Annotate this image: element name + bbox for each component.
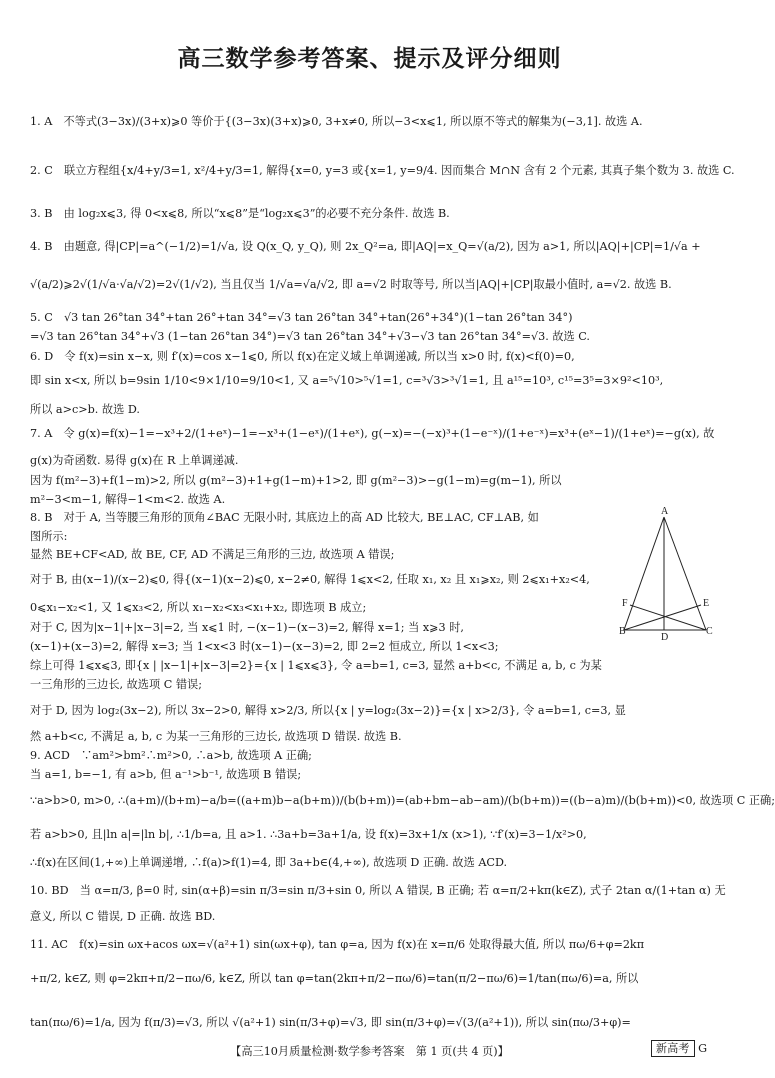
answer-line: m²−3<m−1, 解得−1<m<2. 故选 A.: [30, 493, 226, 506]
label-a: A: [661, 506, 669, 517]
triangle-figure: [619, 505, 713, 643]
answer-line: 8. B 对于 A, 当等腰三角形的顶角∠BAC 无限小时, 其底边上的高 AD 比较大, BE⊥AC, CF⊥AB, 如: [30, 511, 539, 524]
label-b: B: [619, 626, 626, 637]
answer-line: tan(πω/6)=1/a, 因为 f(π/3)=√3, 所以 √(a²+1) sin(π/3+φ)=√3, 即 sin(π/3+φ)=√(3/(a²+1)), 所以 sin(πω/3+φ)=: [30, 1016, 631, 1029]
side-ac: [664, 517, 706, 630]
answer-line: 3. B 由 log₂x⩽3, 得 0<x⩽8, 所以“x⩽8”是“log₂x⩽3”的必要不充分条件. 故选 B.: [30, 207, 450, 220]
answer-line: √(a/2)⩾2√(1/√a·√a/√2)=2√(1/√2), 当且仅当 1/√a=√a/√2, 即 a=√2 时取等号, 所以当|AQ|+|CP|取最小值时, a=√2. 故选 B.: [30, 278, 672, 291]
answer-line: 然 a+b<c, 不满足 a, b, c 为某一三角形的三边长, 故选项 D 错误. 故选 B.: [30, 730, 402, 743]
answer-line: 图所示:: [30, 530, 68, 543]
side-ab: [624, 517, 664, 630]
answer-line: 即 sin x<x, 所以 b=9sin 1/10<9×1/10=9/10<1, 又 a=⁵√10>⁵√1=1, c=³√3>³√1=1, 且 a¹⁵=10³, c¹⁵=3⁵=3×9²<10³,: [30, 374, 664, 387]
edition-box: 新高考: [651, 1040, 695, 1057]
answer-line: 一三角形的三边长, 故选项 C 错误;: [30, 678, 202, 691]
label-e: E: [703, 598, 710, 609]
edition-letter: G: [698, 1042, 707, 1055]
answer-line: 6. D 令 f(x)=sin x−x, 则 f′(x)=cos x−1⩽0, 所以 f(x)在定义域上单调递减, 所以当 x>0 时, f(x)<f(0)=0,: [30, 350, 575, 363]
answer-line: 2. C 联立方程组{x/4+y/3=1, x²/4+y/3=1, 解得{x=0, y=3 或{x=1, y=9/4. 因而集合 M∩N 含有 2 个元素, 其真子集个数为 3. 故选 C.: [30, 164, 735, 177]
answer-line: g(x)为奇函数. 易得 g(x)在 R 上单调递减.: [30, 454, 239, 467]
answer-line: 0⩽x₁−x₂<1, 又 1⩽x₃<2, 所以 x₁−x₂<x₃<x₁+x₂, 即选项 B 成立;: [30, 601, 367, 614]
answer-line: ∵a>b>0, m>0, ∴(a+m)/(b+m)−a/b=((a+m)b−a(b+m))/(b(b+m))=(ab+bm−ab−am)/(b(b+m))=((b−a)m)/(b(b+m))<0, 故选项 C 正确;: [30, 794, 775, 807]
answer-line: 对于 D, 因为 log₂(3x−2), 所以 3x−2>0, 解得 x>2/3, 所以{x | y=log₂(3x−2)}={x | x>2/3}, 令 a=b=1, c=3, 显: [30, 704, 626, 717]
answer-line: 因为 f(m²−3)+f(1−m)>2, 所以 g(m²−3)+1+g(1−m)+1>2, 即 g(m²−3)>−g(1−m)=g(m−1), 所以: [30, 474, 562, 487]
answer-line: 1. A 不等式(3−3x)/(3+x)⩾0 等价于{(3−3x)(3+x)⩾0, 3+x≠0, 所以−3<x⩽1, 所以原不等式的解集为(−3,1]. 故选 A.: [30, 115, 643, 128]
page-title: 高三数学参考答案、提示及评分细则: [177, 46, 562, 72]
answer-line: 显然 BE+CF<AD, 故 BE, CF, AD 不满足三角形的三边, 故选项 A 错误;: [30, 548, 395, 561]
answer-line: 9. ACD ∵am²>bm²∴m²>0, ∴a>b, 故选项 A 正确;: [30, 749, 312, 762]
answer-line: 4. B 由题意, 得|CP|=a^(−1/2)=1/√a, 设 Q(x_Q, y_Q), 则 2x_Q²=a, 即|AQ|=x_Q=√(a/2), 因为 a>1, 所以|AQ|+|CP|=1/√a +: [30, 240, 701, 253]
altitude-be: [624, 605, 701, 630]
label-d: D: [661, 632, 669, 643]
answer-line: 综上可得 1⩽x⩽3, 即{x | |x−1|+|x−3|=2}={x | 1⩽x⩽3}, 令 a=b=1, c=3, 显然 a+b<c, 不满足 a, b, c 为某: [30, 659, 602, 672]
altitude-cf: [630, 605, 706, 630]
label-c: C: [706, 626, 713, 637]
answer-line: 若 a>b>0, 且|ln a|=|ln b|, ∴1/b=a, 且 a>1. ∴3a+b=3a+1/a, 设 f(x)=3x+1/x (x>1), ∵f′(x)=3−1/x²>0,: [30, 828, 587, 841]
answer-line: (x−1)+(x−3)=2, 解得 x=3; 当 1<x<3 时(x−1)−(x−3)=2, 即 2=2 恒成立, 所以 1<x<3;: [30, 640, 499, 653]
edition-tag: [651, 1040, 707, 1056]
answer-line: ∴f(x)在区间(1,+∞)上单调递增, ∴f(a)>f(1)=4, 即 3a+b∈(4,+∞), 故选项 D 正确. 故选 ACD.: [30, 856, 508, 869]
answer-line: 所以 a>c>b. 故选 D.: [30, 403, 140, 416]
answer-line: 当 a=1, b=−1, 有 a>b, 但 a⁻¹>b⁻¹, 故选项 B 错误;: [30, 768, 302, 781]
page-footer: 【高三10月质量检测·数学参考答案 第 1 页(共 4 页)】: [230, 1045, 509, 1058]
answer-line: 10. BD 当 α=π/3, β=0 时, sin(α+β)=sin π/3=sin π/3+sin 0, 所以 A 错误, B 正确; 若 α=π/2+kπ(k∈Z), 式子 2tan α/(1+tan α) 无: [30, 884, 726, 897]
answer-line: 对于 B, 由(x−1)/(x−2)⩽0, 得{(x−1)(x−2)⩽0, x−2≠0, 解得 1⩽x<2, 任取 x₁, x₂ 且 x₁⩾x₂, 则 2⩽x₁+x₂<4,: [30, 573, 590, 586]
answer-line: +π/2, k∈Z, 则 φ=2kπ+π/2−πω/6, k∈Z, 所以 tan φ=tan(2kπ+π/2−πω/6)=tan(π/2−πω/6)=1/tan(πω/6)=a, 所以: [30, 972, 639, 985]
answer-line: =√3 tan 26°tan 34°+√3 (1−tan 26°tan 34°)=√3 tan 26°tan 34°+√3−√3 tan 26°tan 34°=√3. 故选 C.: [30, 330, 590, 343]
answer-line: 对于 C, 因为|x−1|+|x−3|=2, 当 x⩽1 时, −(x−1)−(x−3)=2, 解得 x=1; 当 x⩾3 时,: [30, 621, 464, 634]
answer-line: 5. C √3 tan 26°tan 34°+tan 26°+tan 34°=√3 tan 26°tan 34°+tan(26°+34°)(1−tan 26°tan 34°): [30, 311, 573, 324]
answer-line: 意义, 所以 C 错误, D 正确. 故选 BD.: [30, 910, 216, 923]
answer-line: 7. A 令 g(x)=f(x)−1=−x³+2/(1+eˣ)−1=−x³+(1−eˣ)/(1+eˣ), g(−x)=−(−x)³+(1−e⁻ˣ)/(1+e⁻ˣ)=x³+(eˣ−1)/(1+eˣ)=−g(x), 故: [30, 427, 715, 440]
label-f: F: [622, 598, 628, 609]
answer-line: 11. AC f(x)=sin ωx+acos ωx=√(a²+1) sin(ωx+φ), tan φ=a, 因为 f(x)在 x=π/6 处取得最大值, 所以 πω/6+φ=2kπ: [30, 938, 645, 951]
